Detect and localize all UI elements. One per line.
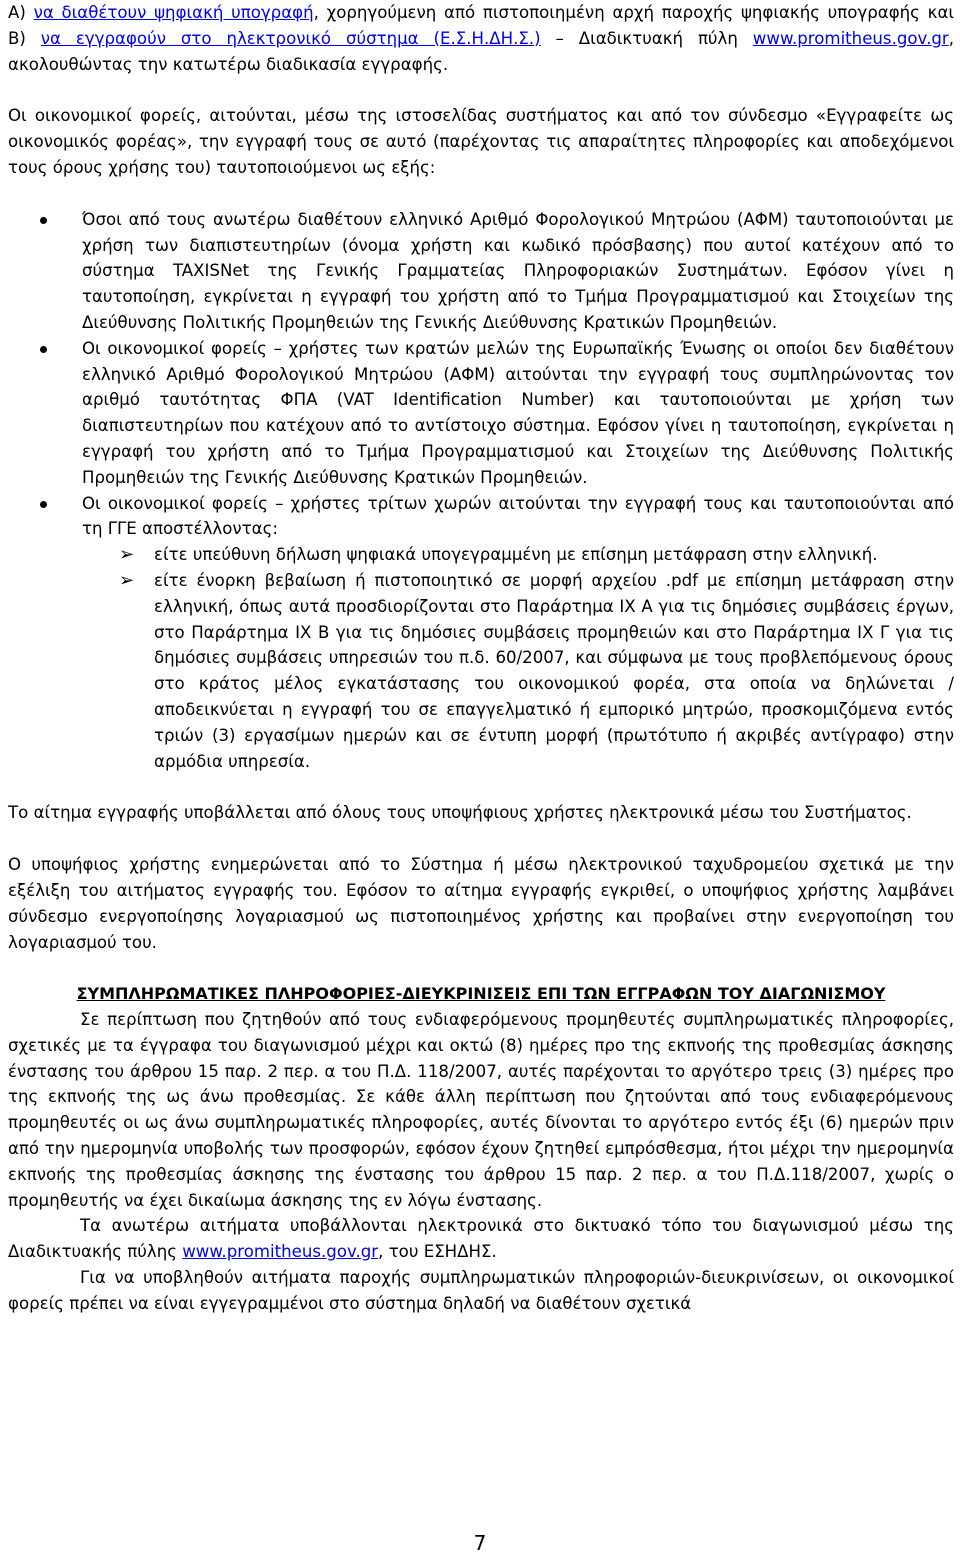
clarifications-paragraph (8, 1007, 954, 1213)
list-item (8, 336, 954, 491)
clarifications-text: Σε περίπτωση που ζητηθούν από τους ενδιαφερόμενους προμηθευτές συμπληρωματικές πληροφορίες, σχετικές με τα έγγραφα του διαγωνισμού μέχρι και οκτώ (8) ημέρες προ της εκπνοής της προθεσμίας άσκησης ένστασης του άρθρου 15 παρ. 2 περ. α του Π.Δ. 118/2007, αυτές παρέχονται το αργότερο τρεις (3) ημέρες προ της εκπνοής της ως άνω προθεσμίας. Σε κάθε άλλη περίπτωση που ζητούνται από τους ενδιαφερόμενους προμηθευτές οι ως άνω συμπληρωματικές πληροφορίες, αυτές δίνονται το αργότερο εντός έξι (6) ημερών πριν από την ημερομηνία υποβολής των προσφορών, εφόσον έχουν ζητηθεί εμπρόσθεσμα, ήτοι μέχρι την ημερομηνία εκπνοής της προθεσμίας άσκησης της ένστασης του άρθρου 15 παρ. 2 περ. α του Π.Δ.118/2007, χωρίς ο προμηθευτής να έχει δικαίωμα άσκησης της εν λόγω ένστασης. (8, 1010, 954, 1210)
registration-requirement-text: Για να υποβληθούν αιτήματα παροχής συμπληρωματικών πληροφοριών-διευκρινίσεων, οι οικονομικοί φορείς πρέπει να είναι εγγεγραμμένοι στο σύστημα δηλαδή να διαθέτουν σχετικά (8, 1268, 954, 1313)
list-item-text: Οι οικονομικοί φορείς – χρήστες των κρατών μελών της Ευρωπαϊκής Ένωσης οι οποίοι δεν διαθέτουν ελληνικό Αριθμό Φορολογικού Μητρώου (ΑΦΜ) αιτούνται την εγγραφή τους συμπληρώνοντας τον αριθμό ταυτότητας ΦΠΑ (VAT Identification Number) και ταυτοποιούνται με χρήση των διαπιστευτηρίων που κατέχουν από το αντίστοιχο σύστημα. Εφόσον γίνει η ταυτοποίηση, εγκρίνεται η εγγραφή του χρήστη από το Τμήμα Προγραμματισμού και Στοιχείων της Διεύθυνσης Πολιτικής Προμηθειών της Γενικής Διεύθυνσης Κρατικών Προμηθειών. (82, 338, 954, 487)
intro-item-b (8, 26, 954, 78)
identification-list (8, 207, 954, 775)
promitheus-link[interactable]: www.promitheus.gov.gr (752, 28, 949, 48)
arrow-bullet-icon: ➢ (119, 544, 135, 566)
sub-list-item-text: είτε ένορκη βεβαίωση ή πιστοποιητικό σε μορφή αρχείου .pdf με επίσημη μετάφραση στην ελληνική, όπως αυτά προσδιορίζονται στο Παράρτημα ΙΧ Α για τις δημόσιες συμβάσεις έργων, στο Παράρτημα ΙΧ Β για τις δημόσιες συμβάσεις προμηθειών και στο Παράρτημα ΙΧ Γ για τις δημόσιες συμβάσεις υπηρεσιών του π.δ. 60/2007, και σύμφωνα με τους προβλεπόμενους όρους στο κράτος μέλος εγκατάστασης του οικονομικού φορέα, στα οποία να δηλώνεται / αποδεικνύεται η εγγραφή του σε επαγγελματικό ή εμπορικό μητρώο, προσκομιζόμενα εντός τριών (3) εργασίμων ημερών και σε έντυπη μορφή (πρωτότυπο ή ακριβές αντίγραφο) στην αρμόδια υπηρεσία. (154, 570, 954, 771)
sub-list-item (82, 568, 954, 774)
list-item-text: Όσοι από τους ανωτέρω διαθέτουν ελληνικό Αριθμό Φορολογικού Μητρώου (ΑΦΜ) ταυτοποιούνται με χρήση των διαπιστευτηρίων (όνομα χρήστη και κωδικό πρόσβασης) που αυτοί κατέχουν από το σύστημα TAXISNet της Γενικής Γραμματείας Πληροφοριακών Συστημάτων. Εφόσον γίνει η ταυτοποίηση, εγκρίνεται η εγγραφή του χρήστη από το Τμήμα Προγραμματισμού και Στοιχείων της Διεύθυνσης Πολιτικής Προμηθειών της Γενικής Διεύθυνσης Κρατικών Προμηθειών. (82, 209, 954, 332)
bullet-icon (40, 501, 47, 508)
electronic-submission-paragraph (8, 1213, 954, 1265)
intro-b-mid: – Διαδικτυακή πύλη (555, 28, 738, 48)
electronic-submission-tail: , του ΕΣΗΔΗΣ. (378, 1242, 497, 1262)
bullet-icon (40, 217, 47, 224)
notification-paragraph: Ο υποψήφιος χρήστης ενημερώνεται από το Σύστημα ή μέσω ηλεκτρονικού ταχυδρομείου σχετικά με την εξέλιξη του αιτήματος εγγραφής του. Εφόσον το αίτημα εγγραφής εγκριθεί, ο υποψήφιος χρήστης λαμβάνει σύνδεσμο ενεργοποίησης λογαριασμού ως πιστοποιημένος χρήστης και προβαίνει στην ενεργοποίηση του λογαριασμού του. (8, 855, 954, 952)
sub-list-item (82, 542, 954, 568)
intro-a-underlined: να διαθέτουν ψηφιακή υπογραφή (33, 3, 314, 22)
page-number: 7 (473, 1531, 487, 1555)
third-country-sublist (82, 542, 954, 774)
intro-b-prefix: Β) (8, 28, 26, 48)
intro-item-a (8, 0, 954, 26)
electronic-submission-text: Τα ανωτέρω αιτήματα υποβάλλονται ηλεκτρονικά στο δικτυακό τόπο του διαγωνισμού μέσω της Διαδικτυακής πύλης (8, 1216, 954, 1262)
submission-paragraph: Το αίτημα εγγραφής υποβάλλεται από όλους τους υποψήφιους χρήστες ηλεκτρονικά μέσω του Συστήματος. (8, 803, 912, 823)
intro-a-text: , χορηγούμενη από πιστοποιημένη αρχή παροχής ψηφιακής υπογραφής και (313, 3, 954, 22)
section-heading: ΣΥΜΠΛΗΡΩΜΑΤΙΚΕΣ ΠΛΗΡΟΦΟΡΙΕΣ-ΔΙΕΥΚΡΙΝΙΣΕΙΣ ΕΠΙ ΤΩΝ ΕΓΓΡΑΦΩΝ ΤΟΥ ΔΙΑΓΩΝΙΣΜΟΥ (76, 984, 886, 1004)
list-item-text: Οι οικονομικοί φορείς – χρήστες τρίτων χωρών αιτούνται την εγγραφή τους και ταυτοποιούνται από τη ΓΓΕ αποστέλλοντας: (82, 493, 954, 539)
sub-list-item-text: είτε υπεύθυνη δήλωση ψηφιακά υπογεγραμμένη με επίσημη μετάφραση στην ελληνική. (154, 545, 878, 565)
list-item (8, 207, 954, 336)
list-item (8, 491, 954, 775)
intro-b-text: , ακολουθώντας την κατωτέρω διαδικασία εγγραφής. (8, 28, 954, 74)
bullet-icon (40, 346, 47, 353)
intro-a-prefix: Α) (8, 3, 26, 22)
intro-b-underlined: να εγγραφούν στο ηλεκτρονικό σύστημα (Ε.Σ.Η.ΔΗ.Σ.) (40, 28, 541, 48)
promitheus-link[interactable]: www.promitheus.gov.gr (182, 1242, 379, 1262)
registration-requirement-paragraph (8, 1265, 954, 1317)
registration-paragraph: Οι οικονομικοί φορείς, αιτούνται, μέσω της ιστοσελίδας συστήματος και από τον σύνδεσμο «Εγγραφείτε ως οικονομικός φορέας», την εγγραφή τους σε αυτό (παρέχοντας τις απαραίτητες πληροφορίες και αποδεχόμενοι τους όρους χρήσης του) ταυτοποιούμενοι ως εξής: (8, 106, 954, 177)
arrow-bullet-icon: ➢ (119, 569, 135, 591)
